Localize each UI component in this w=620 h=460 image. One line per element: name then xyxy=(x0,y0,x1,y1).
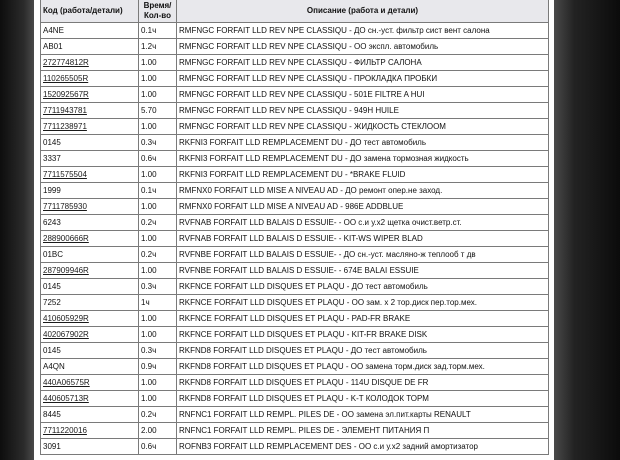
table-row xyxy=(41,247,549,263)
operation-code: A4NE xyxy=(41,23,139,39)
table-row xyxy=(41,39,549,55)
table-row xyxy=(41,167,549,183)
part-number-link[interactable]: 440605713R xyxy=(41,391,139,407)
time-qty-cell: 0.2ч xyxy=(139,215,177,231)
description-cell: RMFNGC FORFAIT LLD REV NPE CLASSIQU - 501E FILTRE A HUI xyxy=(177,87,549,103)
description-cell: RNFNC1 FORFAIT LLD REMPL. PILES DE - ОО замена эл.пит.карты RENAULT xyxy=(177,407,549,423)
description-cell: ROFNB3 FORFAIT LLD REMPLACEMENT DES - ОО с.и у.х2 задний амортизатор xyxy=(177,439,549,455)
time-qty-cell: 5.70 xyxy=(139,103,177,119)
table-row xyxy=(41,231,549,247)
part-number-link[interactable]: 410605929R xyxy=(41,311,139,327)
time-qty-cell: 1.00 xyxy=(139,231,177,247)
table-row xyxy=(41,71,549,87)
time-qty-cell: 1.00 xyxy=(139,311,177,327)
description-cell: RKFNI3 FORFAIT LLD REMPLACEMENT DU - ДО замена тормозная жидкость xyxy=(177,151,549,167)
time-header-line1: Время/ xyxy=(143,0,172,10)
time-qty-cell: 2.00 xyxy=(139,423,177,439)
time-qty-cell: 1.00 xyxy=(139,71,177,87)
part-number-link[interactable]: 7711785930 xyxy=(41,199,139,215)
part-number-link[interactable]: 152092567R xyxy=(41,87,139,103)
column-header-description: Описание (работа и детали) xyxy=(177,0,549,23)
description-cell: RKFNCE FORFAIT LLD DISQUES ET PLAQU - ОО зам. х 2 тор.диск пер.тор.мех. xyxy=(177,295,549,311)
time-qty-cell: 0.2ч xyxy=(139,247,177,263)
time-qty-cell: 1.00 xyxy=(139,375,177,391)
table-row xyxy=(41,183,549,199)
description-cell: RMFNGC FORFAIT LLD REV NPE CLASSIQU - ЖИДКОСТЬ СТЕКЛООМ xyxy=(177,119,549,135)
table-row xyxy=(41,103,549,119)
time-qty-cell: 0.3ч xyxy=(139,279,177,295)
table-row xyxy=(41,407,549,423)
time-qty-cell: 1ч xyxy=(139,295,177,311)
table-row xyxy=(41,311,549,327)
table-row xyxy=(41,199,549,215)
operation-code: 1999 xyxy=(41,183,139,199)
description-cell: RMFNX0 FORFAIT LLD MISE A NIVEAU AD - ДО ремонт опер.не заход. xyxy=(177,183,549,199)
table-row xyxy=(41,151,549,167)
operation-code: 0145 xyxy=(41,135,139,151)
part-number-link[interactable]: 288900666R xyxy=(41,231,139,247)
document-sheet xyxy=(34,0,554,460)
time-qty-cell: 0.9ч xyxy=(139,359,177,375)
time-qty-cell: 1.00 xyxy=(139,263,177,279)
time-qty-cell: 1.00 xyxy=(139,119,177,135)
part-number-link[interactable]: 7711943781 xyxy=(41,103,139,119)
column-header-code: Код (работа/детали) xyxy=(41,0,139,23)
table-row xyxy=(41,87,549,103)
table-row xyxy=(41,343,549,359)
table-row xyxy=(41,23,549,39)
part-number-link[interactable]: 7711238971 xyxy=(41,119,139,135)
right-dark-edge xyxy=(554,0,620,460)
part-number-link[interactable]: 7711220016 xyxy=(41,423,139,439)
operation-code: 3091 xyxy=(41,439,139,455)
operation-code: 7252 xyxy=(41,295,139,311)
time-qty-cell: 0.6ч xyxy=(139,439,177,455)
time-qty-cell: 0.3ч xyxy=(139,343,177,359)
work-parts-table xyxy=(40,0,549,455)
table-row xyxy=(41,55,549,71)
description-cell: RKFND8 FORFAIT LLD DISQUES ET PLAQU - 114U DISQUE DE FR xyxy=(177,375,549,391)
column-header-time-qty xyxy=(139,0,177,23)
time-qty-cell: 1.2ч xyxy=(139,39,177,55)
table-row xyxy=(41,263,549,279)
description-cell: RVFNBE FORFAIT LLD BALAIS D ESSUIE- - ДО сн.-уст. масляно-ж теплооб т дв xyxy=(177,247,549,263)
description-cell: RNFNC1 FORFAIT LLD REMPL. PILES DE - ЭЛЕМЕНТ ПИТАНИЯ П xyxy=(177,423,549,439)
operation-code: 6243 xyxy=(41,215,139,231)
part-number-link[interactable]: 110265505R xyxy=(41,71,139,87)
table-row xyxy=(41,295,549,311)
table-row xyxy=(41,375,549,391)
time-qty-cell: 1.00 xyxy=(139,391,177,407)
description-cell: RVFNAB FORFAIT LLD BALAIS D ESSUIE- - ОО с.и у.х2 щетка очист.ветр.ст. xyxy=(177,215,549,231)
description-cell: RKFNI3 FORFAIT LLD REMPLACEMENT DU - ДО тест автомобиль xyxy=(177,135,549,151)
table-row xyxy=(41,391,549,407)
description-cell: RMFNGC FORFAIT LLD REV NPE CLASSIQU - ФИЛЬТР САЛОНА xyxy=(177,55,549,71)
table-row xyxy=(41,279,549,295)
left-dark-edge xyxy=(0,0,34,460)
part-number-link[interactable]: 440A06575R xyxy=(41,375,139,391)
time-qty-cell: 0.1ч xyxy=(139,23,177,39)
table-row xyxy=(41,119,549,135)
table-row xyxy=(41,359,549,375)
time-qty-cell: 1.00 xyxy=(139,167,177,183)
description-cell: RKFND8 FORFAIT LLD DISQUES ET PLAQU - K-T КОЛОДОК ТОРМ xyxy=(177,391,549,407)
operation-code: A4QN xyxy=(41,359,139,375)
description-cell: RMFNGC FORFAIT LLD REV NPE CLASSIQU - 949H HUILE xyxy=(177,103,549,119)
table-row xyxy=(41,423,549,439)
description-cell: RKFNCE FORFAIT LLD DISQUES ET PLAQU - KIT-FR BRAKE DISK xyxy=(177,327,549,343)
description-cell: RKFNCE FORFAIT LLD DISQUES ET PLAQU - ДО тест автомобиль xyxy=(177,279,549,295)
description-cell: RVFNBE FORFAIT LLD BALAIS D ESSUIE- - 674E BALAI ESSUIE xyxy=(177,263,549,279)
time-qty-cell: 0.6ч xyxy=(139,151,177,167)
description-cell: RMFNGC FORFAIT LLD REV NPE CLASSIQU - ПРОКЛАДКА ПРОБКИ xyxy=(177,71,549,87)
time-qty-cell: 1.00 xyxy=(139,55,177,71)
description-cell: RVFNAB FORFAIT LLD BALAIS D ESSUIE- - KIT-WS WIPER BLAD xyxy=(177,231,549,247)
table-row xyxy=(41,215,549,231)
description-cell: RMFNX0 FORFAIT LLD MISE A NIVEAU AD - 986E ADDBLUE xyxy=(177,199,549,215)
part-number-link[interactable]: 402067902R xyxy=(41,327,139,343)
part-number-link[interactable]: 287909946R xyxy=(41,263,139,279)
description-cell: RKFND8 FORFAIT LLD DISQUES ET PLAQU - ОО замена торм.диск зад.торм.мех. xyxy=(177,359,549,375)
operation-code: 3337 xyxy=(41,151,139,167)
description-cell: RKFND8 FORFAIT LLD DISQUES ET PLAQU - ДО тест автомобиль xyxy=(177,343,549,359)
table-header-row xyxy=(41,0,549,23)
time-qty-cell: 1.00 xyxy=(139,87,177,103)
operation-code: 01BC xyxy=(41,247,139,263)
description-cell: RMFNGC FORFAIT LLD REV NPE CLASSIQU - ДО сн.-уст. фильтр сист вент салона xyxy=(177,23,549,39)
description-cell: RKFNCE FORFAIT LLD DISQUES ET PLAQU - PAD-FR BRAKE xyxy=(177,311,549,327)
operation-code: AB01 xyxy=(41,39,139,55)
time-qty-cell: 0.2ч xyxy=(139,407,177,423)
time-qty-cell: 1.00 xyxy=(139,327,177,343)
time-qty-cell: 0.3ч xyxy=(139,135,177,151)
table-row xyxy=(41,327,549,343)
time-qty-cell: 1.00 xyxy=(139,199,177,215)
time-header-line2: Кол-во xyxy=(143,10,171,20)
part-number-link[interactable]: 272774812R xyxy=(41,55,139,71)
operation-code: 0145 xyxy=(41,343,139,359)
operation-code: 0145 xyxy=(41,279,139,295)
time-qty-cell: 0.1ч xyxy=(139,183,177,199)
part-number-link[interactable]: 7711575504 xyxy=(41,167,139,183)
table-row xyxy=(41,135,549,151)
description-cell: RMFNGC FORFAIT LLD REV NPE CLASSIQU - ОО экспл. автомобиль xyxy=(177,39,549,55)
operation-code: 8445 xyxy=(41,407,139,423)
table-row xyxy=(41,439,549,455)
description-cell: RKFNI3 FORFAIT LLD REMPLACEMENT DU - *BRAKE FLUID xyxy=(177,167,549,183)
